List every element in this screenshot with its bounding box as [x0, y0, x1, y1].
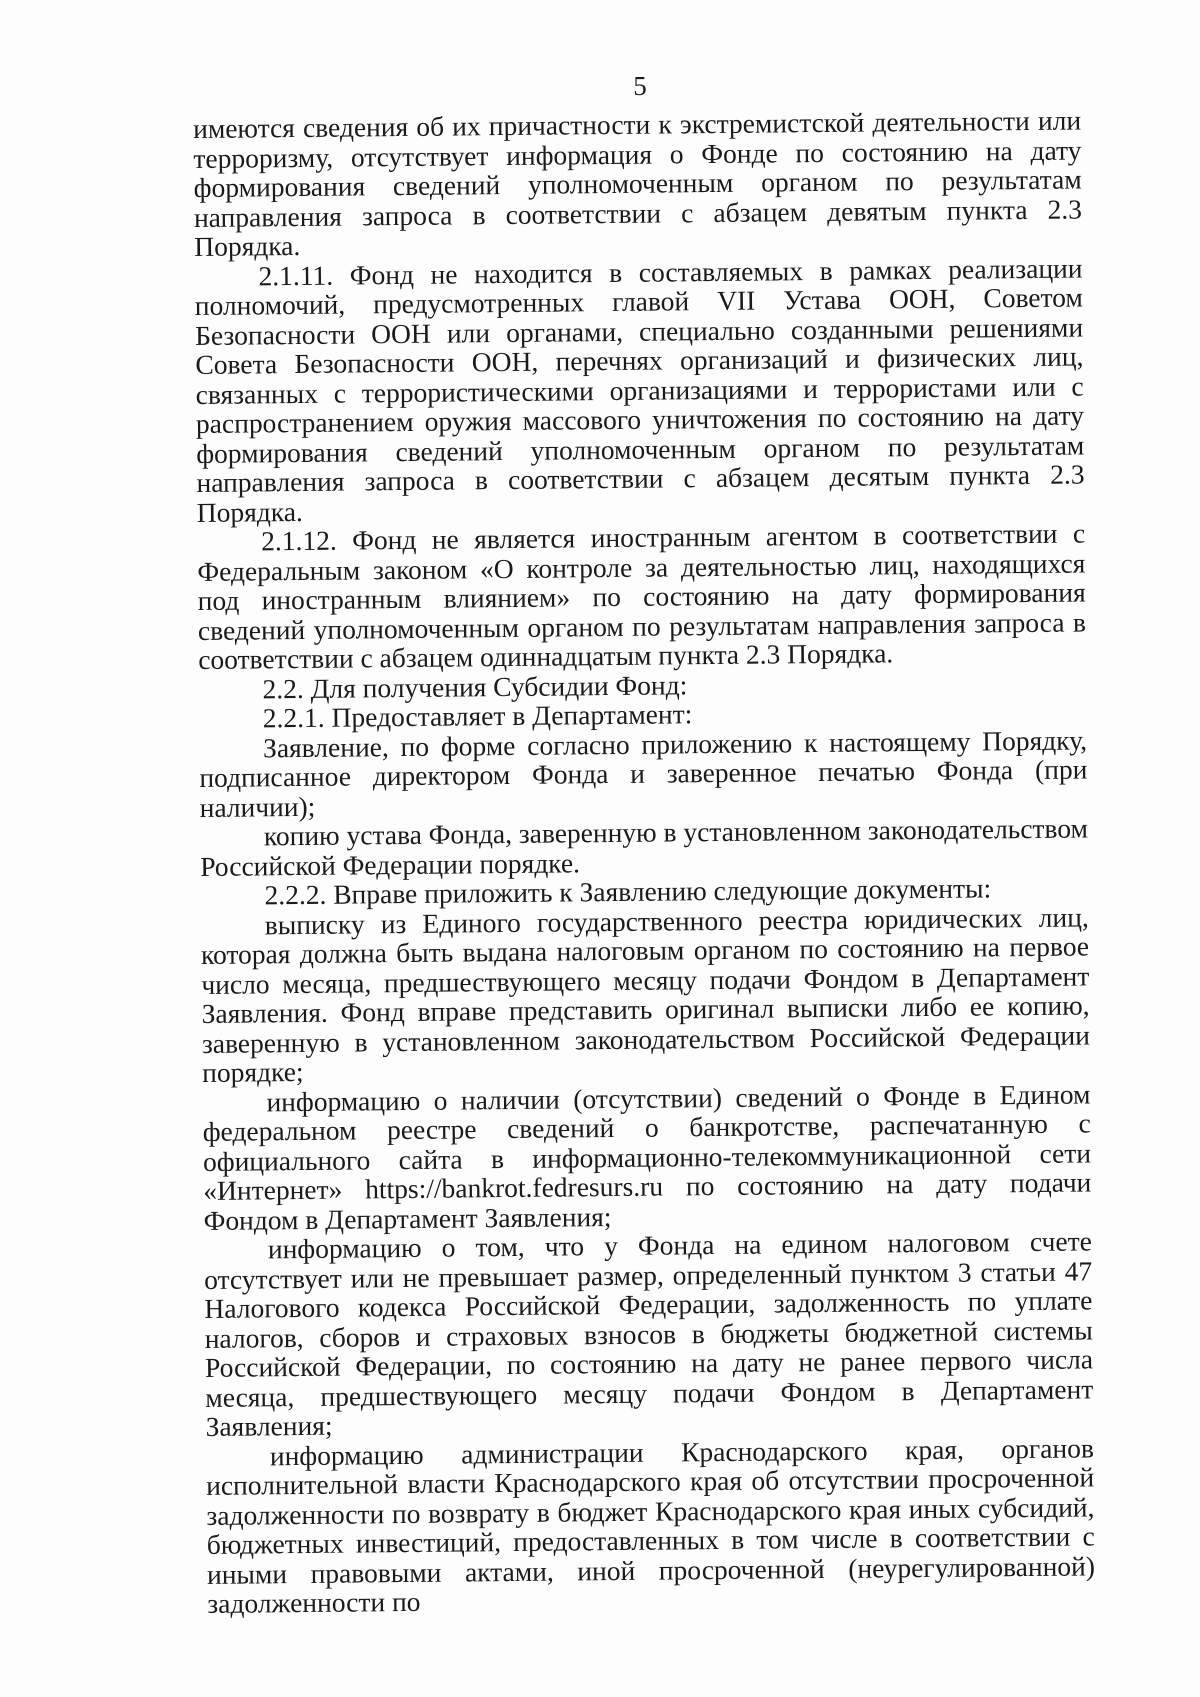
paragraph-bankruptcy-info: информацию о наличии (отсутствии) сведений о Фонде в Едином федеральном реестре сведений о банкротстве, распечатанную с официального сайта в информационно-телекоммуникационной сети «Интернет» https://bankrot.fedresurs.ru по состоянию на дату подачи Фондом в Департамент Заявления;	[202, 1077, 1092, 1236]
paragraph-2-2: 2.2. Для получения Субсидии Фонд:	[262, 668, 688, 704]
document-body	[193, 105, 1095, 1618]
paragraph-2-1-11: 2.1.11. Фонд не находится в составляемых в рамках реализации полномочий, предусмотренных главой VII Устава ООН, Советом Безопасности ООН или органами, специально созданными решениями Совета Безопасности ООН, перечнях организаций и физических лиц, связанных с террористическими организациями и террористами или с распространением оружия массового уничтожения по состоянию на дату формирования сведений уполномоченным органом по результатам направления запроса в соответствии с абзацем десятым пункта 2.3 Порядка.	[194, 251, 1085, 528]
page-number: 5	[633, 71, 647, 101]
paragraph-tax-info: информацию о том, что у Фонда на едином налоговом счете отсутствует или не превышает размер, определенный пунктом 3 статьи 47 Налогового кодекса Российской Федерации, задолженность по уплате налогов, сборов и страховых взносов в бюджеты бюджетной системы Российской Федерации, по состоянию на дату не ранее первого числа месяца, предшествующего месяцу подачи Фондом в Департамент Заявления;	[204, 1225, 1094, 1442]
paragraph-2-1-12: 2.1.12. Фонд не является иностранным агентом в соответствии с Федеральным законом «О контроле за деятельностью лиц, находящихся под иностранным влиянием» по состоянию на дату формирования сведений уполномоченным органом по результатам направления запроса в соответствии с абзацем одиннадцатым пункта 2.3 Порядка.	[197, 517, 1087, 675]
paragraph-administration-info: информацию администрации Краснодарского края, органов исполнительной власти Краснодарского края об отсутствии просроченной задолженности по возврату в бюджет Краснодарского края иных субсидий, бюджетных инвестиций, предоставленных в том числе в соответствии с иными правовыми актами, иной просроченной (неурегулированной) задолженности по	[206, 1431, 1096, 1619]
paragraph-application: Заявление, по форме согласно приложению к настоящему Порядку, подписанное директором Фонда и заверенное печатью Фонда (при наличии);	[199, 723, 1088, 823]
paragraph-continuation: имеются сведения об их причастности к экстремистской деятельности или терроризму, отсутствует информация о Фонде по состоянию на дату формирования сведений уполномоченным органом по результатам направления запроса в соответствии с абзацем девятым пункта 2.3 Порядка.	[192, 104, 1083, 262]
paragraph-charter-copy: копию устава Фонда, заверенную в установленном законодательством Российской Федерации порядке.	[200, 812, 1089, 882]
paragraph-2-2-2: 2.2.2. Вправе приложить к Заявлению следующие документы:	[264, 872, 992, 911]
paragraph-registry-extract: выписку из Единого государственного реестра юридических лиц, которая должна быть выдана налоговым органом по состоянию на первое число месяца, предшествующего месяцу подачи Фондом в Департамент Заявления. Фонд вправе представить оригинал выписки либо ее копию, заверенную в установленном законодательством Российской Федерации порядке;	[200, 900, 1091, 1088]
paragraph-2-2-1: 2.2.1. Предоставляет в Департамент:	[262, 698, 693, 734]
